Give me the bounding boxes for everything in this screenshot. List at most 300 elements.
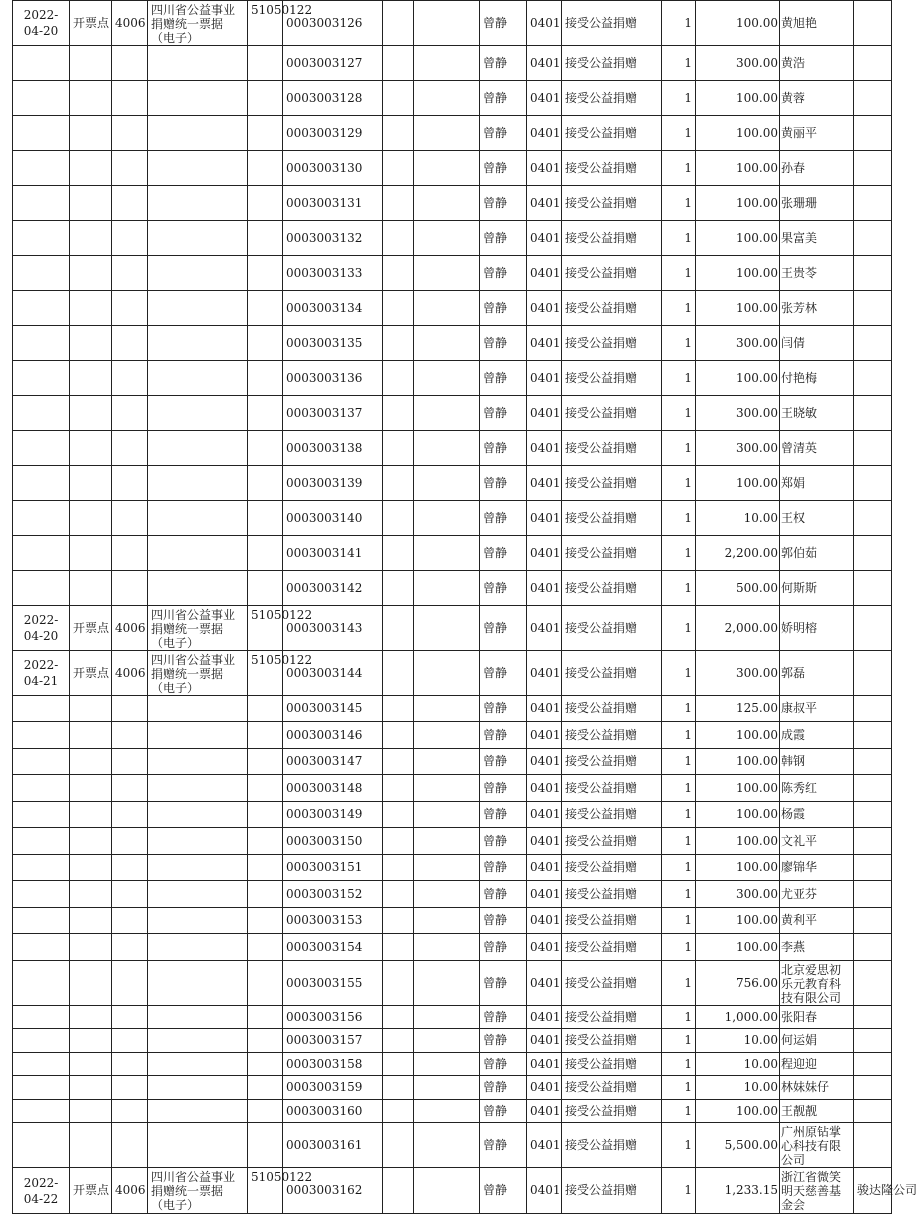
ticket-number: 0003003145 [283, 696, 383, 722]
table-row [13, 934, 892, 961]
issue-date [13, 828, 70, 855]
ticket-type [148, 828, 248, 855]
ticket-type [148, 696, 248, 722]
point-code [112, 536, 148, 571]
issue-date [13, 749, 70, 775]
issuer-name: 曾静 [480, 855, 527, 881]
blank-cell-b [414, 81, 480, 116]
issuer-name: 曾静 [480, 431, 527, 466]
amount: 10.00 [696, 1076, 780, 1100]
blank-cell-a [383, 326, 414, 361]
table-row [13, 431, 892, 466]
blank-cell-a [383, 749, 414, 775]
category-code: 0401 [527, 501, 562, 536]
extra-note [854, 802, 892, 828]
amount: 2,000.00 [696, 606, 780, 651]
ticket-type [148, 46, 248, 81]
issuer-name: 曾静 [480, 934, 527, 961]
issue-date [13, 186, 70, 221]
quantity: 1 [662, 151, 696, 186]
payer-name: 娇明榕 [780, 606, 854, 651]
payer-name: 郭伯茹 [780, 536, 854, 571]
issue-date [13, 1123, 70, 1168]
extra-note [854, 151, 892, 186]
blank-cell-b [414, 46, 480, 81]
payer-name: 闫倩 [780, 326, 854, 361]
quantity: 1 [662, 221, 696, 256]
category-code: 0401 [527, 326, 562, 361]
ticket-number: 0003003144 [283, 651, 383, 696]
blank-cell-b [414, 1, 480, 46]
blank-cell-b [414, 291, 480, 326]
table-row [13, 221, 892, 256]
amount: 10.00 [696, 1053, 780, 1076]
point-code [112, 221, 148, 256]
issuer-name: 曾静 [480, 116, 527, 151]
issue-date [13, 151, 70, 186]
issue-point [70, 908, 112, 934]
item-name: 接受公益捐赠 [562, 1029, 662, 1053]
issuer-name: 曾静 [480, 1076, 527, 1100]
table-row [13, 466, 892, 501]
issue-point [70, 151, 112, 186]
issue-point: 开票点 [70, 1168, 112, 1214]
extra-note [854, 291, 892, 326]
payer-name: 何斯斯 [780, 571, 854, 606]
extra-note [854, 696, 892, 722]
category-code: 0401 [527, 1168, 562, 1214]
ticket-number: 0003003154 [283, 934, 383, 961]
table-row [13, 151, 892, 186]
extra-note [854, 1, 892, 46]
ticket-code [248, 961, 283, 1006]
table-row [13, 961, 892, 1006]
item-name: 接受公益捐赠 [562, 256, 662, 291]
ticket-code [248, 722, 283, 749]
point-code: 4006 [112, 651, 148, 696]
item-name: 接受公益捐赠 [562, 1168, 662, 1214]
amount: 100.00 [696, 722, 780, 749]
blank-cell-a [383, 116, 414, 151]
item-name: 接受公益捐赠 [562, 775, 662, 802]
issue-point [70, 571, 112, 606]
extra-note [854, 855, 892, 881]
category-code: 0401 [527, 291, 562, 326]
category-code: 0401 [527, 81, 562, 116]
payer-name: 黄利平 [780, 908, 854, 934]
issue-point [70, 881, 112, 908]
ticket-number: 0003003147 [283, 749, 383, 775]
issuer-name: 曾静 [480, 1, 527, 46]
quantity: 1 [662, 961, 696, 1006]
amount: 100.00 [696, 749, 780, 775]
amount: 100.00 [696, 908, 780, 934]
table-row [13, 536, 892, 571]
issue-point [70, 466, 112, 501]
blank-cell-a [383, 361, 414, 396]
category-code: 0401 [527, 116, 562, 151]
issue-point [70, 961, 112, 1006]
blank-cell-a [383, 775, 414, 802]
item-name: 接受公益捐赠 [562, 501, 662, 536]
blank-cell-b [414, 722, 480, 749]
point-code [112, 855, 148, 881]
issue-date [13, 361, 70, 396]
point-code [112, 696, 148, 722]
ticket-number: 0003003140 [283, 501, 383, 536]
ticket-code [248, 431, 283, 466]
point-code [112, 775, 148, 802]
table-row [13, 291, 892, 326]
blank-cell-a [383, 855, 414, 881]
payer-name: 曾清英 [780, 431, 854, 466]
point-code [112, 1029, 148, 1053]
ticket-type [148, 934, 248, 961]
issuer-name: 曾静 [480, 221, 527, 256]
quantity: 1 [662, 749, 696, 775]
issue-date [13, 1076, 70, 1100]
ticket-type [148, 536, 248, 571]
quantity: 1 [662, 46, 696, 81]
item-name: 接受公益捐赠 [562, 1123, 662, 1168]
issue-point [70, 1100, 112, 1123]
extra-note [854, 81, 892, 116]
blank-cell-b [414, 1123, 480, 1168]
point-code [112, 431, 148, 466]
ticket-code [248, 536, 283, 571]
payer-name: 尤亚芬 [780, 881, 854, 908]
amount: 5,500.00 [696, 1123, 780, 1168]
payer-name: 张芳林 [780, 291, 854, 326]
issue-date [13, 961, 70, 1006]
blank-cell-b [414, 606, 480, 651]
ticket-code [248, 1053, 283, 1076]
issuer-name: 曾静 [480, 571, 527, 606]
quantity: 1 [662, 186, 696, 221]
issue-point [70, 696, 112, 722]
blank-cell-b [414, 749, 480, 775]
ticket-code: 51050122 [248, 1, 283, 46]
issuer-name: 曾静 [480, 1053, 527, 1076]
issue-date [13, 326, 70, 361]
ticket-type [148, 775, 248, 802]
ticket-code [248, 151, 283, 186]
issue-point [70, 116, 112, 151]
extra-note [854, 934, 892, 961]
blank-cell-a [383, 151, 414, 186]
issue-point: 开票点 [70, 651, 112, 696]
quantity: 1 [662, 651, 696, 696]
issue-date [13, 881, 70, 908]
extra-note [854, 908, 892, 934]
payer-name: 文礼平 [780, 828, 854, 855]
category-code: 0401 [527, 1, 562, 46]
ticket-code: 51050122 [248, 1168, 283, 1214]
issuer-name: 曾静 [480, 722, 527, 749]
item-name: 接受公益捐赠 [562, 46, 662, 81]
blank-cell-b [414, 1053, 480, 1076]
ticket-code [248, 1029, 283, 1053]
issue-point [70, 722, 112, 749]
amount: 1,233.15 [696, 1168, 780, 1214]
ticket-number: 0003003141 [283, 536, 383, 571]
issue-point [70, 431, 112, 466]
issue-date [13, 696, 70, 722]
issuer-name: 曾静 [480, 1006, 527, 1029]
issuer-name: 曾静 [480, 775, 527, 802]
category-code: 0401 [527, 749, 562, 775]
point-code [112, 256, 148, 291]
point-code [112, 1053, 148, 1076]
point-code [112, 46, 148, 81]
issuer-name: 曾静 [480, 961, 527, 1006]
quantity: 1 [662, 1053, 696, 1076]
blank-cell-a [383, 881, 414, 908]
blank-cell-a [383, 1100, 414, 1123]
ticket-code: 51050122 [248, 651, 283, 696]
issue-point: 开票点 [70, 606, 112, 651]
item-name: 接受公益捐赠 [562, 396, 662, 431]
issue-point [70, 81, 112, 116]
item-name: 接受公益捐赠 [562, 116, 662, 151]
quantity: 1 [662, 431, 696, 466]
category-code: 0401 [527, 775, 562, 802]
blank-cell-b [414, 696, 480, 722]
item-name: 接受公益捐赠 [562, 81, 662, 116]
item-name: 接受公益捐赠 [562, 1, 662, 46]
issue-point [70, 501, 112, 536]
blank-cell-a [383, 396, 414, 431]
point-code [112, 881, 148, 908]
issue-point [70, 1006, 112, 1029]
ticket-code [248, 221, 283, 256]
item-name: 接受公益捐赠 [562, 934, 662, 961]
ticket-type [148, 466, 248, 501]
point-code [112, 81, 148, 116]
ticket-number: 0003003139 [283, 466, 383, 501]
payer-name: 李燕 [780, 934, 854, 961]
issue-date [13, 722, 70, 749]
ticket-number: 0003003127 [283, 46, 383, 81]
quantity: 1 [662, 855, 696, 881]
ticket-number: 0003003146 [283, 722, 383, 749]
table-row [13, 749, 892, 775]
amount: 10.00 [696, 1029, 780, 1053]
blank-cell-b [414, 431, 480, 466]
quantity: 1 [662, 81, 696, 116]
ticket-number: 0003003134 [283, 291, 383, 326]
category-code: 0401 [527, 396, 562, 431]
quantity: 1 [662, 606, 696, 651]
extra-note [854, 221, 892, 256]
table-row [13, 396, 892, 431]
payer-name: 黄浩 [780, 46, 854, 81]
amount: 300.00 [696, 431, 780, 466]
ticket-type [148, 1076, 248, 1100]
extra-note [854, 881, 892, 908]
ticket-type [148, 186, 248, 221]
ticket-number: 0003003155 [283, 961, 383, 1006]
extra-note [854, 961, 892, 1006]
ticket-number: 0003003142 [283, 571, 383, 606]
payer-name: 黄旭艳 [780, 1, 854, 46]
quantity: 1 [662, 1, 696, 46]
ticket-type [148, 961, 248, 1006]
issue-date: 2022-04-20 [13, 606, 70, 651]
amount: 100.00 [696, 151, 780, 186]
extra-note [854, 1076, 892, 1100]
issue-date [13, 571, 70, 606]
ticket-type [148, 81, 248, 116]
blank-cell-b [414, 151, 480, 186]
issue-date [13, 116, 70, 151]
issue-point [70, 802, 112, 828]
item-name: 接受公益捐赠 [562, 1053, 662, 1076]
ticket-number: 0003003129 [283, 116, 383, 151]
issue-date [13, 46, 70, 81]
blank-cell-b [414, 802, 480, 828]
ticket-type [148, 361, 248, 396]
issue-date [13, 855, 70, 881]
category-code: 0401 [527, 696, 562, 722]
blank-cell-a [383, 934, 414, 961]
blank-cell-b [414, 908, 480, 934]
ticket-number: 0003003138 [283, 431, 383, 466]
item-name: 接受公益捐赠 [562, 908, 662, 934]
ticket-type [148, 1100, 248, 1123]
category-code: 0401 [527, 908, 562, 934]
blank-cell-a [383, 802, 414, 828]
payer-name: 黄蓉 [780, 81, 854, 116]
table-row [13, 908, 892, 934]
blank-cell-b [414, 326, 480, 361]
quantity: 1 [662, 908, 696, 934]
ticket-code [248, 501, 283, 536]
point-code [112, 396, 148, 431]
issuer-name: 曾静 [480, 828, 527, 855]
extra-note [854, 606, 892, 651]
category-code: 0401 [527, 221, 562, 256]
blank-cell-a [383, 961, 414, 1006]
amount: 100.00 [696, 802, 780, 828]
ticket-number: 0003003160 [283, 1100, 383, 1123]
ticket-type: 四川省公益事业捐赠统一票据（电子） [148, 651, 248, 696]
ticket-number: 0003003149 [283, 802, 383, 828]
table-row [13, 722, 892, 749]
table-row [13, 1006, 892, 1029]
ticket-type [148, 1053, 248, 1076]
point-code [112, 151, 148, 186]
issue-point [70, 855, 112, 881]
category-code: 0401 [527, 256, 562, 291]
table-row [13, 1053, 892, 1076]
ticket-number: 0003003136 [283, 361, 383, 396]
payer-name: 王靓靓 [780, 1100, 854, 1123]
table-row [13, 881, 892, 908]
extra-note [854, 501, 892, 536]
extra-note [854, 749, 892, 775]
payer-name: 果富美 [780, 221, 854, 256]
ticket-type [148, 571, 248, 606]
item-name: 接受公益捐赠 [562, 802, 662, 828]
issue-date [13, 802, 70, 828]
issue-point [70, 749, 112, 775]
payer-name: 孙春 [780, 151, 854, 186]
point-code [112, 828, 148, 855]
category-code: 0401 [527, 828, 562, 855]
payer-name: 王贵苓 [780, 256, 854, 291]
ticket-code [248, 696, 283, 722]
item-name: 接受公益捐赠 [562, 881, 662, 908]
blank-cell-a [383, 431, 414, 466]
quantity: 1 [662, 1076, 696, 1100]
extra-note [854, 396, 892, 431]
ticket-number: 0003003156 [283, 1006, 383, 1029]
category-code: 0401 [527, 1006, 562, 1029]
blank-cell-a [383, 908, 414, 934]
ticket-number: 0003003126 [283, 1, 383, 46]
issue-point [70, 1076, 112, 1100]
ticket-code [248, 802, 283, 828]
amount: 500.00 [696, 571, 780, 606]
extra-note [854, 256, 892, 291]
ticket-type [148, 396, 248, 431]
issue-point [70, 256, 112, 291]
blank-cell-a [383, 1029, 414, 1053]
amount: 100.00 [696, 855, 780, 881]
blank-cell-a [383, 1168, 414, 1214]
blank-cell-b [414, 1076, 480, 1100]
category-code: 0401 [527, 1100, 562, 1123]
item-name: 接受公益捐赠 [562, 361, 662, 396]
payer-name: 浙江省微笑明天慈善基金会 [780, 1168, 854, 1214]
point-code [112, 291, 148, 326]
ticket-number: 0003003162 [283, 1168, 383, 1214]
item-name: 接受公益捐赠 [562, 221, 662, 256]
item-name: 接受公益捐赠 [562, 696, 662, 722]
ticket-type: 四川省公益事业捐赠统一票据（电子） [148, 1168, 248, 1214]
blank-cell-a [383, 291, 414, 326]
quantity: 1 [662, 326, 696, 361]
issue-date [13, 1100, 70, 1123]
category-code: 0401 [527, 536, 562, 571]
amount: 100.00 [696, 828, 780, 855]
ticket-number: 0003003152 [283, 881, 383, 908]
item-name: 接受公益捐赠 [562, 606, 662, 651]
quantity: 1 [662, 934, 696, 961]
issue-date [13, 81, 70, 116]
ticket-code [248, 1076, 283, 1100]
ticket-number: 0003003151 [283, 855, 383, 881]
payer-name: 张阳春 [780, 1006, 854, 1029]
amount: 100.00 [696, 466, 780, 501]
ticket-number: 0003003143 [283, 606, 383, 651]
issue-point [70, 1123, 112, 1168]
amount: 100.00 [696, 116, 780, 151]
item-name: 接受公益捐赠 [562, 431, 662, 466]
issuer-name: 曾静 [480, 256, 527, 291]
category-code: 0401 [527, 151, 562, 186]
table-row [13, 116, 892, 151]
ticket-number: 0003003159 [283, 1076, 383, 1100]
issue-date [13, 1053, 70, 1076]
item-name: 接受公益捐赠 [562, 828, 662, 855]
issue-point [70, 934, 112, 961]
issue-date [13, 431, 70, 466]
ticket-code [248, 855, 283, 881]
issue-date: 2022-04-20 [13, 1, 70, 46]
blank-cell-a [383, 501, 414, 536]
